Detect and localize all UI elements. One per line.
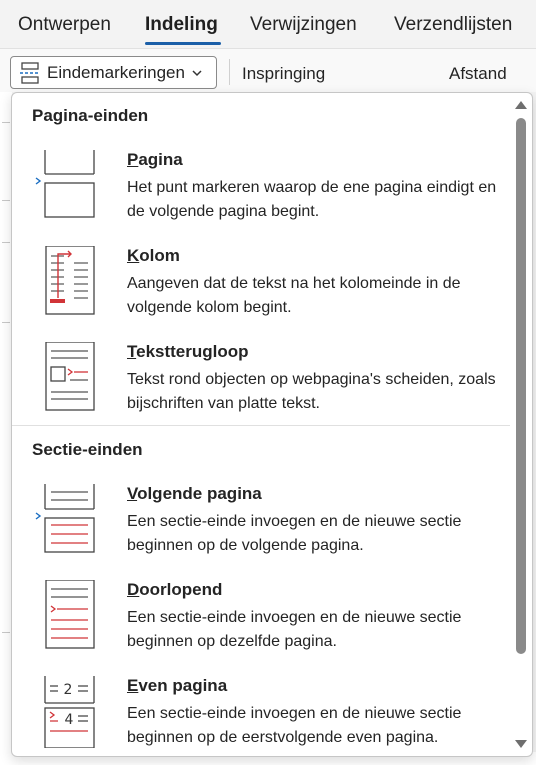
svg-text:4: 4 — [64, 712, 74, 728]
spacing-label: Afstand — [449, 64, 507, 83]
scrollbar-thumb[interactable] — [516, 118, 526, 654]
menu-scrollbar[interactable] — [510, 93, 532, 756]
section-divider — [12, 425, 510, 426]
even-page-section-icon — [34, 676, 98, 748]
next-page-section-icon — [34, 484, 98, 556]
tab-design[interactable]: Ontwerpen — [18, 14, 111, 35]
breaks-icon — [19, 62, 41, 84]
ribbon-tab-bar — [0, 0, 536, 48]
continuous-section-icon — [34, 580, 98, 652]
scroll-up-arrow-icon[interactable] — [514, 99, 528, 111]
indent-label: Inspringing — [242, 64, 326, 83]
breaks-button-label: Eindemarkeringen — [47, 62, 185, 82]
active-tab-indicator — [145, 42, 221, 45]
menu-item-title: Pagina — [127, 150, 183, 169]
menu-item-continuous-section[interactable] — [12, 580, 510, 674]
menu-item-page-break[interactable] — [12, 150, 510, 244]
section-breaks-header: Sectie-einden — [32, 440, 143, 459]
chevron-down-icon — [191, 67, 203, 79]
column-break-icon — [34, 246, 98, 318]
menu-item-column-break[interactable] — [12, 246, 510, 340]
menu-item-next-page-section[interactable] — [12, 484, 510, 578]
menu-item-text-wrapping-break[interactable] — [12, 342, 510, 436]
menu-item-title: Even pagina — [127, 676, 228, 695]
page-breaks-header: Pagina-einden — [32, 106, 149, 125]
tab-mailings[interactable]: Verzendlijsten — [394, 14, 513, 35]
scroll-down-arrow-icon[interactable] — [514, 738, 528, 750]
menu-item-description: Een sectie-einde invoegen en de nieuwe sectie beginnen op dezelfde pagina. — [127, 609, 462, 650]
ribbon-separator — [229, 59, 230, 85]
text-wrapping-break-icon — [34, 342, 98, 414]
breaks-menu — [11, 92, 533, 757]
page-break-icon — [34, 150, 98, 222]
svg-text:2: 2 — [63, 682, 73, 698]
menu-item-description: Aangeven dat de tekst na het kolomeinde in de volgende kolom begint. — [127, 275, 461, 316]
breaks-dropdown-button[interactable] — [10, 56, 217, 89]
menu-item-description: Tekst rond objecten op webpagina's scheiden, zoals bijschriften van platte tekst. — [127, 371, 496, 412]
menu-item-title: Tekstterugloop — [127, 342, 249, 361]
menu-item-description: Het punt markeren waarop de ene pagina eindigt en de volgende pagina begint. — [127, 179, 497, 220]
ribbon-commands — [0, 48, 536, 92]
menu-item-title: Doorlopend — [127, 580, 223, 599]
tab-layout[interactable]: Indeling — [145, 14, 218, 35]
menu-item-even-page-section[interactable] — [12, 676, 510, 757]
menu-item-title: Kolom — [127, 246, 180, 265]
menu-item-description: Een sectie-einde invoegen en de nieuwe sectie beginnen op de volgende pagina. — [127, 513, 462, 554]
menu-item-description: Een sectie-einde invoegen en de nieuwe sectie beginnen op de eerstvolgende even pagina. — [127, 705, 462, 746]
menu-item-title: Volgende pagina — [127, 484, 262, 503]
tab-references[interactable]: Verwijzingen — [250, 14, 357, 35]
